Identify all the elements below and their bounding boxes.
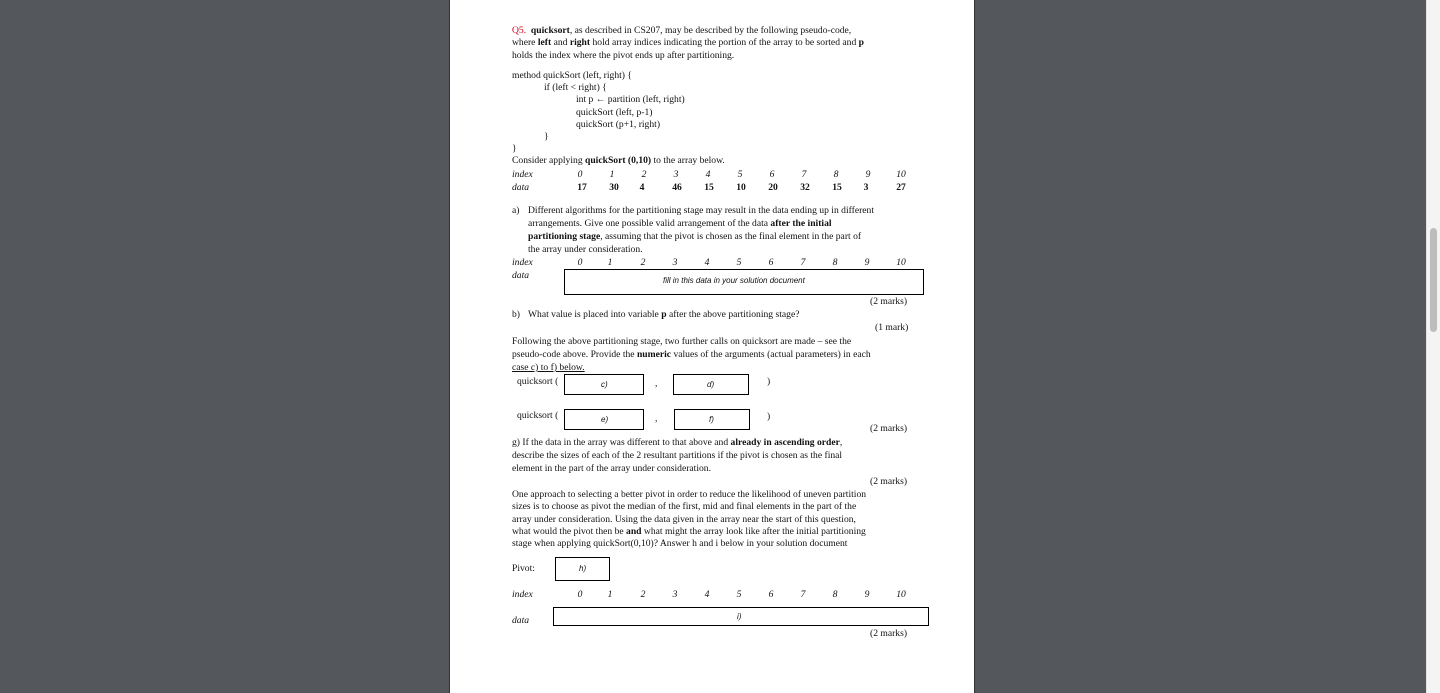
data-cell: 30	[609, 182, 619, 193]
index-cell: 2	[641, 169, 647, 180]
approach-line-1: One approach to selecting a better pivot in order to reduce the likelihood of uneven partition	[512, 489, 867, 500]
call-1-label: quicksort (	[517, 376, 559, 387]
index-cell: 0	[577, 257, 583, 268]
scrollbar-thumb[interactable]	[1430, 228, 1437, 332]
index-cell: 6	[768, 589, 774, 600]
index-cell: 0	[577, 169, 583, 180]
index-cell: 7	[800, 589, 806, 600]
index-cell: 6	[768, 257, 774, 268]
part-g-line-2: describe the sizes of each of the 2 resultant partitions if the pivot is chosen as the final	[512, 450, 843, 461]
data-label-i: data	[512, 615, 530, 626]
data-cell: 3	[863, 182, 869, 193]
index-cell: 8	[832, 589, 838, 600]
index-label-i: index	[512, 589, 533, 600]
data-cell: 15	[704, 182, 714, 193]
part-b-marks: (1 mark)	[875, 322, 909, 333]
approach-line-2: sizes is to choose as pivot the median of the first, mid and final elements in the part of the	[512, 501, 857, 512]
index-cell: 10	[896, 169, 906, 180]
answer-box-d[interactable]	[673, 374, 749, 395]
call-2-comma: ,	[655, 413, 658, 424]
answer-box-e-label: e)	[601, 415, 609, 424]
approach-line-5: stage when applying quickSort(0,10)? Answer h and i below in your solution document	[512, 538, 848, 549]
part-i-marks: (2 marks)	[870, 628, 908, 639]
data-cell: 27	[896, 182, 906, 193]
code-line-6: }	[544, 131, 549, 142]
part-g-marks: (2 marks)	[870, 476, 908, 487]
data-cell: 17	[577, 182, 587, 193]
index-cell: 4	[704, 589, 710, 600]
data-label-a: data	[512, 270, 530, 281]
part-a-label: a)	[512, 205, 520, 216]
part-b-label: b)	[512, 309, 520, 320]
viewer-background	[975, 0, 1426, 693]
question-number: Q5.	[512, 25, 527, 36]
answer-box-c-label: c)	[601, 380, 608, 389]
answer-box-e[interactable]	[564, 409, 644, 430]
data-cell: 10	[736, 182, 746, 193]
call-2-label: quicksort (	[517, 410, 559, 421]
answer-box-d-label: d)	[707, 380, 715, 389]
index-label-a: index	[512, 257, 533, 268]
answer-box-i-label: i)	[737, 612, 742, 621]
following-line-3: case c) to f) below.	[512, 362, 585, 373]
index-cell: 2	[640, 589, 646, 600]
call-2-close: )	[767, 411, 771, 422]
data-cell: 46	[672, 182, 682, 193]
index-cell: 3	[673, 169, 679, 180]
index-cell: 9	[864, 257, 870, 268]
data-cell: 20	[768, 182, 778, 193]
index-cell: 4	[705, 169, 711, 180]
code-line-4: quickSort (left, p-1)	[576, 107, 653, 118]
answer-box-f[interactable]	[674, 409, 750, 430]
index-cell: 2	[640, 257, 646, 268]
index-cell: 7	[801, 169, 807, 180]
index-cell: 1	[607, 257, 613, 268]
index-cell: 9	[865, 169, 871, 180]
question-intro-line-3: holds the index where the pivot ends up after partitioning.	[512, 50, 735, 61]
code-line-7: }	[512, 143, 517, 154]
index-cell: 1	[607, 589, 613, 600]
index-cell: 8	[832, 257, 838, 268]
calls-marks: (2 marks)	[870, 423, 908, 434]
index-cell: 0	[577, 589, 583, 600]
index-cell: 10	[896, 257, 906, 268]
answer-box-h[interactable]	[555, 557, 610, 581]
part-a-line-3: partitioning stage, assuming that the pivot is chosen as the final element in the part of	[528, 231, 862, 242]
code-line-1: method quickSort (left, right) {	[512, 70, 632, 81]
part-g-line-3: element in the part of the array under consideration.	[512, 463, 711, 474]
document-page	[449, 0, 975, 693]
code-line-3: int p ← partition (left, right)	[576, 94, 685, 105]
approach-line-4: what would the pivot then be and what might the array look like after the initial partitioning	[512, 526, 866, 537]
index-cell: 8	[833, 169, 839, 180]
answer-box-h-label: h)	[579, 564, 587, 573]
index-cell: 5	[736, 589, 742, 600]
following-line-1: Following the above partitioning stage, two further calls on quicksort are made – see the	[512, 336, 852, 347]
part-a-line-2: arrangements. Give one possible valid arrangement of the data after the initial	[528, 218, 832, 229]
index-cell: 1	[609, 169, 615, 180]
part-b-text: What value is placed into variable p after the above partitioning stage?	[528, 309, 800, 320]
code-line-2: if (left < right) {	[544, 82, 607, 93]
call-1-close: )	[767, 376, 771, 387]
code-line-5: quickSort (p+1, right)	[576, 119, 661, 130]
index-cell: 3	[672, 257, 678, 268]
index-cell: 9	[864, 589, 870, 600]
index-label: index	[512, 169, 533, 180]
part-a-line-4: the array under consideration.	[528, 244, 643, 255]
data-label: data	[512, 182, 530, 193]
part-a-marks: (2 marks)	[870, 296, 908, 307]
index-cell: 7	[800, 257, 806, 268]
data-cell: 15	[832, 182, 842, 193]
answer-box-a-hint: fill in this data in your solution document	[663, 276, 805, 285]
pivot-label: Pivot:	[512, 563, 535, 574]
call-1-comma: ,	[655, 378, 658, 389]
answer-box-i[interactable]	[553, 607, 929, 626]
question-intro-line-1: Q5. quicksort, as described in CS207, may be described by the following pseudo-code,	[512, 25, 852, 36]
scrollbar-track[interactable]	[1426, 0, 1440, 693]
answer-box-c[interactable]	[564, 374, 644, 395]
index-cell: 6	[769, 169, 775, 180]
answer-box-a[interactable]	[564, 269, 924, 295]
data-cell: 4	[639, 182, 645, 193]
index-cell: 10	[896, 589, 906, 600]
following-line-2: pseudo-code above. Provide the numeric values of the arguments (actual parameters) in each	[512, 349, 871, 360]
question-intro-line-2: where left and right hold array indices indicating the portion of the array to be sorted and p	[512, 37, 864, 48]
consider-text: Consider applying quickSort (0,10) to the array below.	[512, 155, 725, 166]
part-a-line-1: Different algorithms for the partitioning stage may result in the data ending up in different	[528, 205, 874, 216]
index-cell: 3	[672, 589, 678, 600]
index-cell: 4	[704, 257, 710, 268]
approach-line-3: array under consideration. Using the data given in the array near the start of this question,	[512, 514, 856, 525]
data-cell: 32	[800, 182, 810, 193]
answer-box-f-label: f)	[709, 415, 714, 424]
index-cell: 5	[737, 169, 743, 180]
index-cell: 5	[736, 257, 742, 268]
part-g-line-1: g) If the data in the array was different to that above and already in ascending order,	[512, 437, 843, 448]
